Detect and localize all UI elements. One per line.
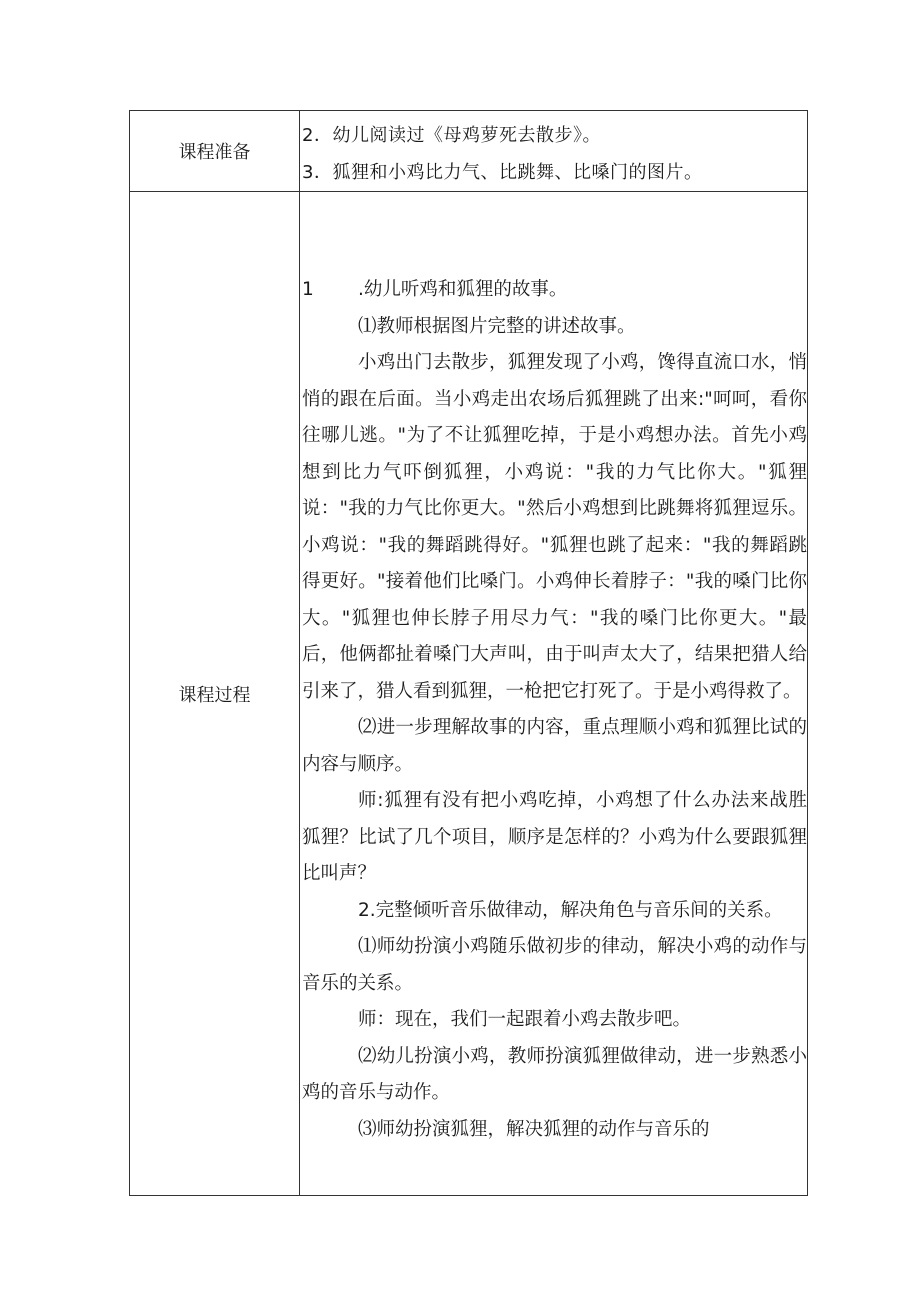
step-2-substep-1: ⑴师幼扮演小鸡随乐做初步的律动，解决小鸡的动作与音乐的关系。 <box>302 936 807 994</box>
step-2-substep-3: ⑶师幼扮演狐狸，解决狐狸的动作与音乐的 <box>358 1118 710 1140</box>
step-1-substep-2: ⑵进一步理解故事的内容，重点理顺小鸡和狐狸比试的内容与顺序。 <box>302 717 807 775</box>
story-paragraph: 小鸡出门去散步，狐狸发现了小鸡，馋得直流口水，悄悄的跟在后面。当小鸡走出农场后狐狸跳了出来:"呵呵，看你往哪儿逃。"为了不让狐狸吃掉，于是小鸡想办法。首先小鸡想到比力气吓倒狐狸，小鸡说："我的力气比你大。"狐狸说："我的力气比你更大。"然后小鸡想到比跳舞将狐狸逗乐。小鸡说："我的舞蹈跳得好。"狐狸也跳了起来："我的舞蹈跳得更好。"接着他们比嗓门。小鸡伸长着脖子："我的嗓门比你大。"狐狸也伸长脖子用尽力气："我的嗓门比你更大。"最后，他俩都扯着嗓门大声叫，由于叫声太大了，结果把猎人给引来了，猎人看到狐狸，一枪把它打死了。于是小鸡得救了。 <box>302 352 807 702</box>
course-preparation-row <box>130 111 808 192</box>
course-preparation-content <box>300 111 808 192</box>
course-process-content <box>300 192 808 1196</box>
teacher-question: 师:狐狸有没有把小鸡吃掉，小鸡想了什么办法来战胜狐狸？比试了几个项目，顺序是怎样的？小鸡为什么要跟狐狸比叫声？ <box>302 790 807 884</box>
teacher-instruction: 师：现在，我们一起跟着小鸡去散步吧。 <box>358 1009 692 1030</box>
course-preparation-label: 课程准备 <box>130 111 300 192</box>
step-1-substep-1: ⑴教师根据图片完整的讲述故事。 <box>358 315 636 337</box>
preparation-item: 2．幼儿阅读过《母鸡萝死去散步》。 <box>302 125 601 146</box>
preparation-item: 3．狐狸和小鸡比力气、比跳舞、比嗓门的图片。 <box>302 162 703 183</box>
step-2-substep-2: ⑵幼儿扮演小鸡，教师扮演狐狸做律动，进一步熟悉小鸡的音乐与动作。 <box>302 1045 807 1103</box>
step-2-heading: 2.完整倾听音乐做律动，解决角色与音乐间的关系。 <box>358 899 783 921</box>
course-process-label: 课程过程 <box>130 192 300 1196</box>
step-1-text: .幼儿听鸡和狐狸的故事。 <box>358 279 568 300</box>
step-1-heading <box>302 272 807 309</box>
step-1-number: 1 <box>302 279 314 300</box>
lesson-plan-table <box>129 110 808 1196</box>
course-process-row <box>130 192 808 1196</box>
